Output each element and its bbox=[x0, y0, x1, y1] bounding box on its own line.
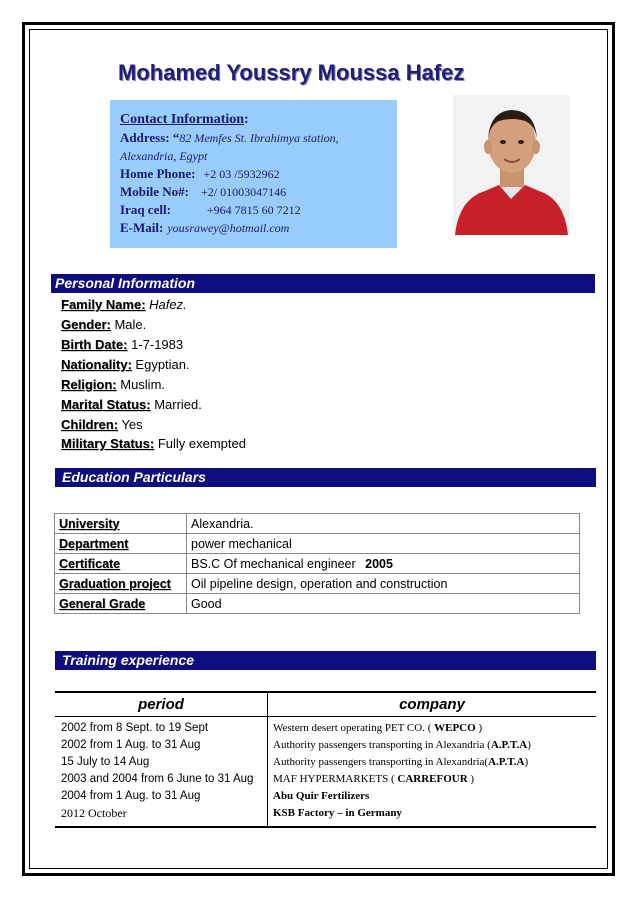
training-company-bold: CARREFOUR bbox=[397, 773, 468, 785]
training-company bbox=[273, 754, 596, 771]
profile-photo bbox=[453, 95, 570, 235]
education-table bbox=[54, 513, 580, 614]
company-header: company bbox=[399, 696, 465, 713]
training-company-bold: A.P.T.A bbox=[490, 739, 528, 751]
training-company-bold: KSB Factory – in Germany bbox=[273, 807, 402, 819]
training-company-pre: Authority passengers transporting in Alexandria( bbox=[273, 756, 489, 768]
education-value: BS.C Of mechanical engineer bbox=[191, 556, 356, 571]
personal-value: Egyptian. bbox=[135, 357, 190, 372]
training-table bbox=[55, 691, 596, 828]
period-header: period bbox=[55, 693, 268, 716]
iraq-cell-value: +964 7815 60 7212 bbox=[206, 203, 301, 217]
training-company-bold: WEPCO bbox=[434, 722, 476, 734]
section-training-experience: Training experience bbox=[55, 651, 596, 670]
education-key: Graduation project bbox=[55, 574, 187, 594]
home-phone-value: +2 03 /5932962 bbox=[203, 167, 280, 181]
mobile-value: +2/ 01003047146 bbox=[200, 185, 287, 199]
training-period: 2004 from 1 Aug. to 31 Aug bbox=[61, 790, 201, 802]
contact-box bbox=[110, 100, 397, 248]
education-key: General Grade bbox=[55, 594, 187, 614]
period-column bbox=[55, 717, 268, 826]
iraq-cell-label: Iraq cell: bbox=[120, 202, 171, 217]
personal-row bbox=[61, 337, 183, 352]
contact-title-colon: : bbox=[244, 112, 249, 127]
personal-row bbox=[61, 436, 246, 451]
education-row bbox=[55, 514, 580, 534]
personal-key: Birth Date: bbox=[61, 337, 128, 352]
training-period: 2012 October bbox=[61, 806, 127, 820]
training-period: 2003 and 2004 from 6 June to 31 Aug bbox=[61, 773, 254, 785]
personal-value: Fully exempted bbox=[157, 436, 246, 451]
training-company bbox=[273, 737, 596, 754]
email-value: yousrawey@hotmail.com bbox=[167, 221, 290, 235]
person-name: Mohamed Youssry Moussa Hafez bbox=[118, 60, 465, 85]
education-value: Oil pipeline design, operation and construction bbox=[191, 576, 448, 591]
training-company-post: ) bbox=[527, 739, 531, 751]
personal-key: Religion: bbox=[61, 377, 117, 392]
education-value-cell bbox=[187, 514, 580, 534]
training-company-bold: A.P.T.A bbox=[488, 756, 525, 768]
training-company bbox=[273, 788, 596, 805]
personal-row bbox=[61, 417, 143, 432]
training-company-bold: Abu Quir Fertilizers bbox=[273, 790, 370, 802]
personal-key: Nationality: bbox=[61, 357, 132, 372]
address-line2: Alexandria, Egypt bbox=[120, 149, 208, 163]
education-key: Department bbox=[55, 534, 187, 554]
education-value-cell bbox=[187, 534, 580, 554]
education-value: Alexandria. bbox=[191, 516, 254, 531]
training-company-post: ) bbox=[524, 756, 529, 768]
personal-value: 1-7-1983 bbox=[131, 337, 184, 352]
personal-row bbox=[61, 357, 190, 372]
section-education-particulars: Education Particulars bbox=[55, 468, 596, 487]
address-label: Address: “ bbox=[120, 130, 180, 145]
personal-value: Hafez. bbox=[149, 297, 187, 312]
training-period: 2002 from 1 Aug. to 31 Aug bbox=[61, 739, 201, 751]
section-personal-information: Personal Information bbox=[51, 274, 595, 293]
education-row bbox=[55, 594, 580, 614]
personal-row bbox=[61, 317, 146, 332]
education-year: 2005 bbox=[365, 556, 393, 571]
personal-row bbox=[61, 297, 187, 312]
training-company-pre: Western desert operating PET CO. ( bbox=[273, 722, 435, 734]
training-company bbox=[273, 805, 596, 822]
training-company-post: ) bbox=[467, 773, 475, 785]
personal-value: Muslim. bbox=[120, 377, 166, 392]
education-value: Good bbox=[191, 596, 222, 611]
education-value-cell bbox=[187, 594, 580, 614]
education-value: power mechanical bbox=[191, 536, 292, 551]
education-row bbox=[55, 574, 580, 594]
home-phone-label: Home Phone: bbox=[120, 166, 196, 181]
company-column bbox=[268, 717, 596, 826]
training-period: 2002 from 8 Sept. to 19 Sept bbox=[61, 722, 209, 734]
education-value-cell bbox=[187, 574, 580, 594]
personal-key: Family Name: bbox=[61, 297, 146, 312]
mobile-label: Mobile No#: bbox=[120, 184, 189, 199]
training-company bbox=[273, 771, 596, 788]
training-period: 15 July to 14 Aug bbox=[61, 756, 150, 768]
personal-value: Male. bbox=[114, 317, 147, 332]
personal-row bbox=[61, 377, 165, 392]
training-header-row bbox=[55, 693, 596, 717]
personal-row bbox=[61, 397, 202, 412]
personal-key: Military Status: bbox=[61, 436, 155, 451]
personal-key: Children: bbox=[61, 417, 119, 432]
education-row bbox=[55, 554, 580, 574]
education-key: Certificate bbox=[55, 554, 187, 574]
personal-key: Gender: bbox=[61, 317, 111, 332]
personal-value: Yes bbox=[121, 417, 143, 432]
personal-key: Marital Status: bbox=[61, 397, 151, 412]
training-company-post: ) bbox=[475, 722, 483, 734]
address-line1: 82 Memfes St. Ibrahimya station, bbox=[179, 131, 339, 145]
education-value-cell bbox=[187, 554, 580, 574]
contact-title: Contact Information bbox=[120, 112, 245, 127]
training-company-pre: MAF HYPERMARKETS ( bbox=[273, 773, 398, 785]
education-row bbox=[55, 534, 580, 554]
email-label: E-Mail: bbox=[120, 220, 164, 235]
education-key: University bbox=[55, 514, 187, 534]
personal-value: Married. bbox=[154, 397, 202, 412]
training-company bbox=[273, 720, 596, 737]
training-company-pre: Authority passengers transporting in Alexandria ( bbox=[273, 739, 491, 751]
